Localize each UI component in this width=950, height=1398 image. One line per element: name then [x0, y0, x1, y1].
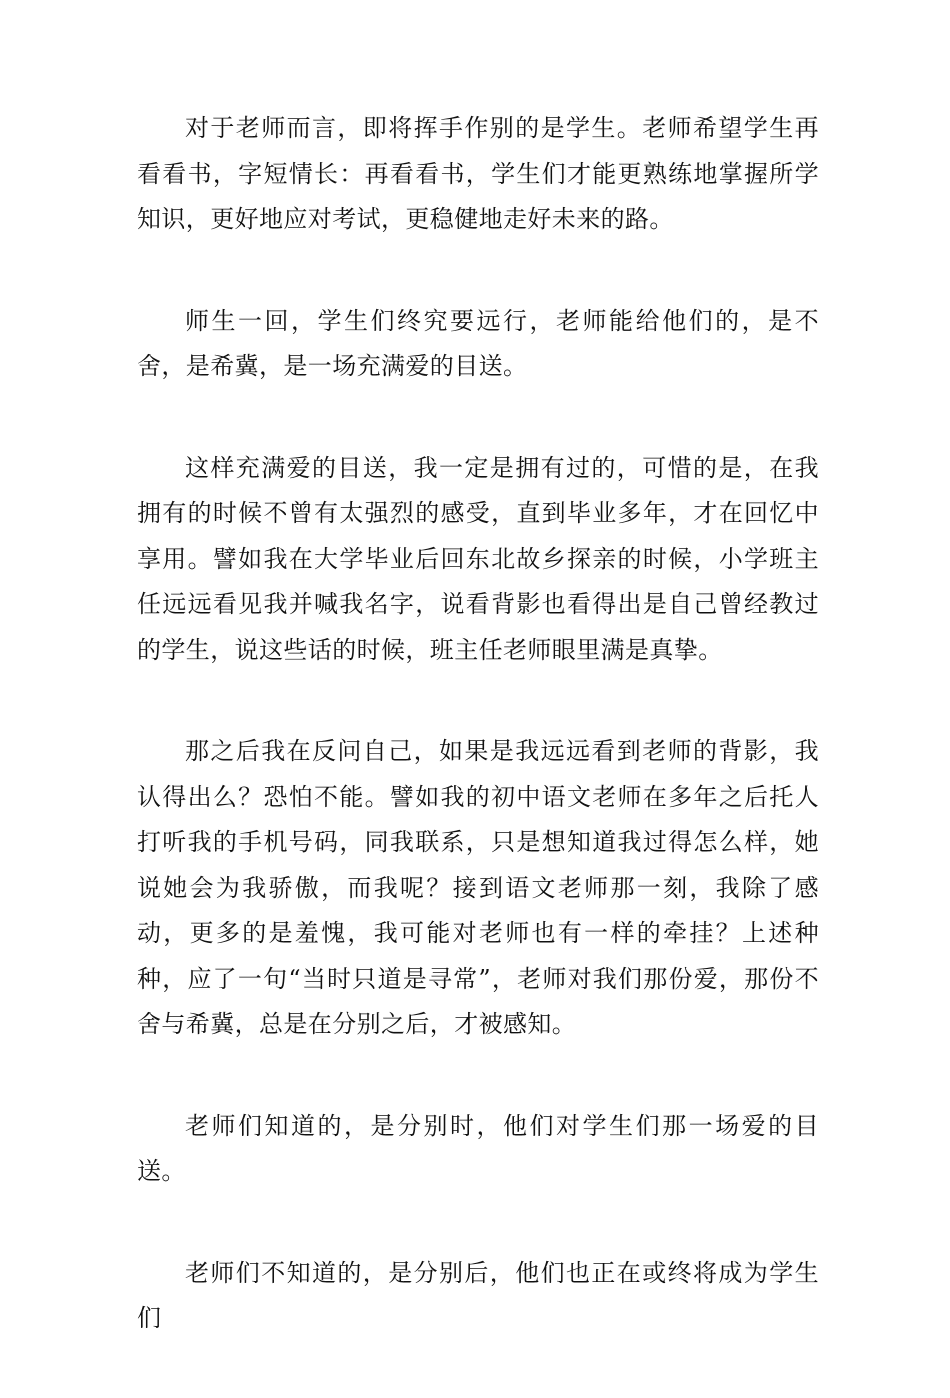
article-body	[137, 106, 819, 1398]
paragraph-2: 师生一回，学生们终究要远行，老师能给他们的，是不舍，是希冀，是一场充满爱的目送。	[137, 306, 819, 380]
paragraph-5: 老师们知道的，是分别时，他们对学生们那一场爱的目送。	[137, 1111, 819, 1185]
paragraph-6: 老师们不知道的，是分别后，他们也正在或终将成为学生们	[137, 1258, 819, 1332]
paragraph-4: 那之后我在反问自己，如果是我远远看到老师的背影，我认得出么？恐怕不能。譬如我的初中语文老师在多年之后托人打听我的手机号码，同我联系，只是想知道我过得怎么样，她说她会为我骄傲，而我呢？接到语文老师那一刻，我除了感动，更多的是羞愧，我可能对老师也有一样的牵挂？上述种种，应了一句“当时只道是寻常”，老师对我们那份爱，那份不舍与希冀，总是在分别之后，才被感知。	[137, 737, 819, 1038]
paragraph-1: 对于老师而言，即将挥手作别的是学生。老师希望学生再看看书，字短情长：再看看书，学生们才能更熟练地掌握所学知识，更好地应对考试，更稳健地走好未来的路。	[137, 114, 819, 233]
paragraph-3: 这样充满爱的目送，我一定是拥有过的，可惜的是，在我拥有的时候不曾有太强烈的感受，直到毕业多年，才在回忆中享用。譬如我在大学毕业后回东北故乡探亲的时候，小学班主任远远看见我并喊我名字，说看背影也看得出是自己曾经教过的学生，说这些话的时候，班主任老师眼里满是真挚。	[137, 453, 819, 664]
